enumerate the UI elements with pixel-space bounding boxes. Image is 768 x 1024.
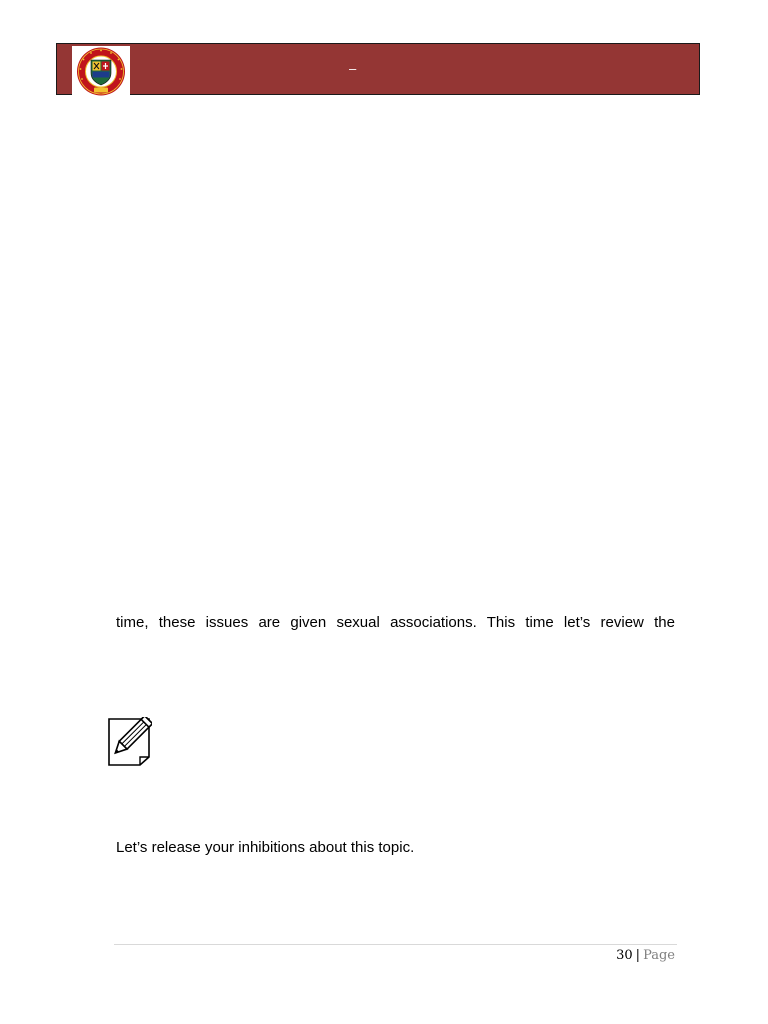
header-bar [56,43,700,95]
page-separator: | [635,948,641,963]
page-label: Page [643,948,675,963]
page-footer [616,947,675,965]
university-seal-icon [72,46,130,97]
body-text-line: time, these issues are given sexual associations. This time let’s review the [116,614,675,631]
footer-divider [114,944,677,945]
header-title-mark: – [349,61,357,76]
body-text-line: Let’s release your inhibitions about this topic. [116,839,415,856]
pencil-paper-icon [102,717,152,767]
page-number: 30 [616,948,633,963]
